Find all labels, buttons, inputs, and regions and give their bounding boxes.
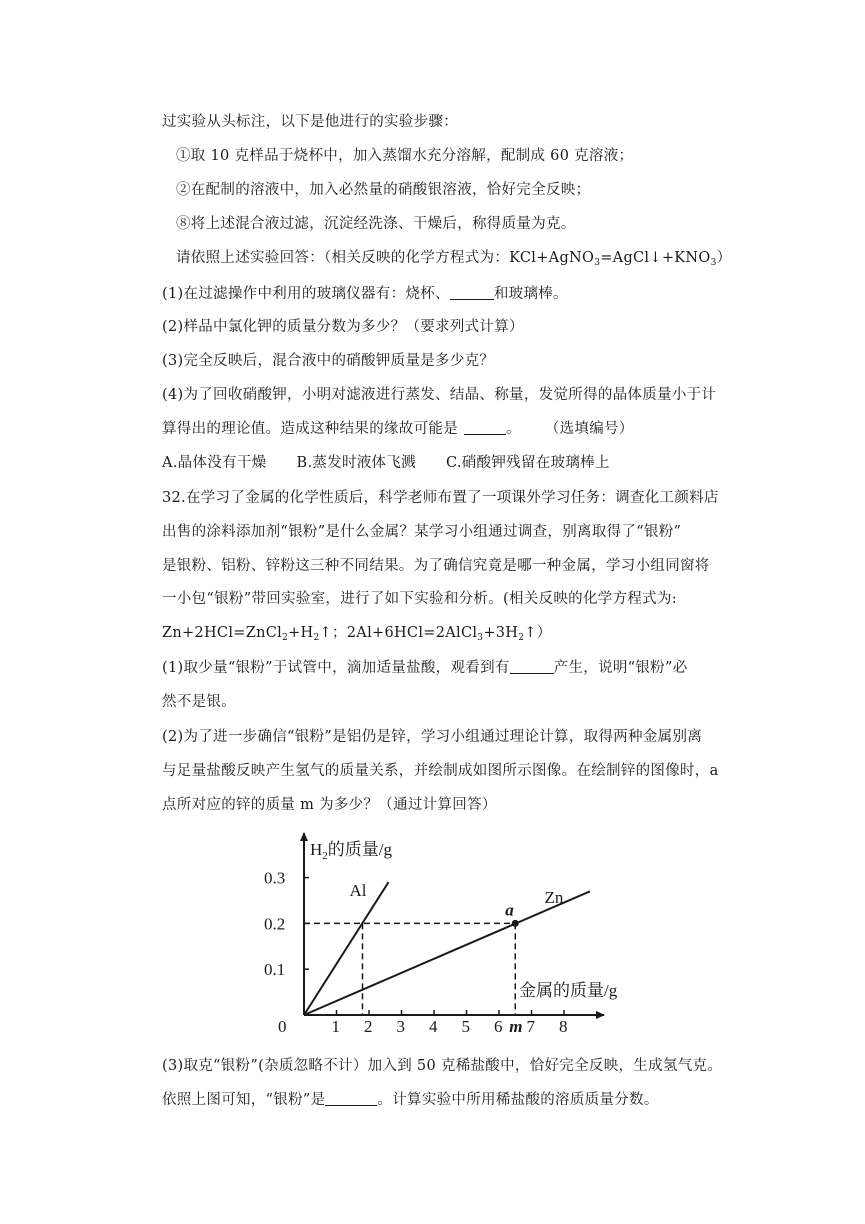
q4-text-a: 算得出的理论值。造成这种结果的缘故可能是 bbox=[162, 421, 458, 437]
h2-mass-chart bbox=[260, 825, 620, 1047]
q32-1-text-a: (1)取少量“银粉”于试管中，滴加适量盐酸，观看到有 bbox=[162, 660, 510, 676]
instruction-equation bbox=[176, 248, 731, 273]
eq-sub-2: 3 bbox=[710, 258, 717, 268]
step-1: ①取 10 克样品于烧杯中，加入蒸馏水充分溶解，配制成 60 克溶液； bbox=[176, 148, 634, 164]
y-tick-label: 0.2 bbox=[264, 914, 286, 934]
y-axis-label: $H_2$的质量/g bbox=[310, 840, 393, 862]
question-4-line-1: (4)为了回收硝酸钾，小明对滤液进行蒸发、结晶、称量，发觉所得的晶体质量小于计 bbox=[162, 387, 717, 403]
point-a-label: a bbox=[505, 900, 514, 920]
point-a bbox=[512, 920, 519, 927]
x-tick-label: 5 bbox=[461, 1017, 470, 1036]
eq2-sub-2: 2 bbox=[313, 633, 320, 643]
q32-part-3-line-1: (3)取克“银粉”(杂质忽略不计）加入到 50 克稀盐酸中，恰好完全反映，生成氢气克。 bbox=[162, 1058, 723, 1074]
q4-text-b: 。 bbox=[506, 421, 521, 437]
eq-part-1: 请依照上述实验回答：（相关反映的化学方程式为：KCl+AgNO bbox=[176, 250, 595, 266]
series-label-al: Al bbox=[349, 880, 367, 900]
x-tick-label: 3 bbox=[396, 1017, 405, 1036]
eq-part-3: ） bbox=[716, 250, 732, 266]
eq2-sub-1: 2 bbox=[282, 633, 289, 643]
x-tick-label: 7 bbox=[526, 1017, 535, 1036]
eq2-part-4: +3H bbox=[483, 625, 519, 641]
question-4-line-2 bbox=[162, 419, 634, 439]
q1-text-b: 和玻璃棒。 bbox=[493, 286, 568, 302]
x-tick-label: 2 bbox=[364, 1017, 373, 1036]
eq2-sub-3: 3 bbox=[477, 633, 484, 643]
question-2: (2)样品中氯化钾的质量分数为多少？（要求列式计算） bbox=[162, 319, 524, 335]
x-tick-label: 6 bbox=[494, 1017, 503, 1036]
question-3: (3)完全反映后，混合液中的硝酸钾质量是多少克？ bbox=[162, 353, 495, 369]
answer-blank bbox=[510, 659, 554, 674]
q32-3-text-a: 依照上图可知，“银粉”是 bbox=[162, 1092, 326, 1108]
x-tick-label: 8 bbox=[559, 1017, 568, 1036]
q4-text-c: （选填编号） bbox=[544, 421, 634, 437]
eq-sub-1: 3 bbox=[594, 258, 601, 268]
question-32-equations bbox=[162, 623, 552, 648]
options-line bbox=[162, 453, 610, 473]
answer-blank bbox=[450, 285, 494, 300]
eq-part-2: =AgCl↓+KNO bbox=[600, 250, 711, 266]
question-32-line-2: 出售的涂料添加剂“银粉”是什么金属？某学习小组通过调查，别离取得了“银粉” bbox=[162, 524, 682, 540]
y-tick-label: 0.1 bbox=[264, 960, 286, 980]
q32-part-2-line-1: (2)为了进一步确信“银粉”是铝仍是锌，学习小组通过理论计算，取得两种金属别离 bbox=[162, 729, 703, 745]
q32-1-text-b: 产生，说明“银粉”必 bbox=[553, 660, 688, 676]
question-32-line-3: 是银粉、铝粉、锌粉这三种不同结果。为了确信究竟是哪一种金属，学习小组同窗将 bbox=[162, 558, 710, 574]
q32-part-2-line-2: 与足量盐酸反映产生氢气的质量关系，并绘制成如图所示图像。在绘制锌的图像时，a bbox=[162, 763, 719, 779]
q32-part-3-line-2 bbox=[162, 1090, 659, 1110]
option-a: A.晶体没有干燥 bbox=[162, 455, 267, 471]
eq2-part-2: +H bbox=[288, 625, 314, 641]
q32-3-text-b: 。计算实验中所用稀盐酸的溶质质量分数。 bbox=[377, 1092, 659, 1108]
answer-blank bbox=[464, 420, 506, 435]
answer-blank bbox=[325, 1091, 377, 1106]
x-tick-label: 4 bbox=[429, 1017, 438, 1036]
m-label: m bbox=[509, 1017, 523, 1036]
question-1 bbox=[162, 284, 568, 304]
series-label-zn: Zn bbox=[544, 887, 564, 907]
step-3: ⑧将上述混合液过滤，沉淀经洗涤、干燥后，称得质量为克。 bbox=[176, 216, 576, 232]
question-32-line-1: 32.在学习了金属的化学性质后，科学老师布置了一项课外学习任务：调查化工颜料店 bbox=[162, 490, 719, 506]
eq2-sub-4: 2 bbox=[518, 633, 525, 643]
y-tick-label: 0.3 bbox=[264, 868, 286, 888]
text-line-1: 过实验从头标注，以下是他进行的实验步骤： bbox=[162, 114, 458, 130]
q32-part-2-line-3: 点所对应的锌的质量 m 为多少？（通过计算回答） bbox=[162, 797, 497, 813]
q32-part-1-line-1 bbox=[162, 658, 688, 678]
option-c: C.硝酸钾残留在玻璃棒上 bbox=[445, 455, 610, 471]
option-b: B.蒸发时液体飞溅 bbox=[296, 455, 416, 471]
q32-part-1-line-2: 然不是银。 bbox=[162, 694, 236, 710]
q1-text-a: (1)在过滤操作中利用的玻璃仪器有：烧杯、 bbox=[162, 286, 450, 302]
x-tick-label: 1 bbox=[331, 1017, 340, 1036]
eq2-part-5: ↑） bbox=[524, 625, 552, 641]
eq2-part-1: Zn+2HCl=ZnCl bbox=[162, 625, 283, 641]
series-line-al bbox=[304, 882, 389, 1015]
step-2: ②在配制的溶液中，加入必然量的硝酸银溶液，恰好完全反映； bbox=[176, 182, 591, 198]
x-axis-label: 金属的质量/g bbox=[519, 981, 618, 1000]
eq2-part-3: ↑；2Al+6HCl=2AlCl bbox=[319, 625, 478, 641]
origin-label: 0 bbox=[278, 1017, 287, 1036]
question-32-line-4: 一小包“银粉”带回实验室，进行了如下实验和分析。(相关反映的化学方程式为: bbox=[162, 591, 677, 607]
